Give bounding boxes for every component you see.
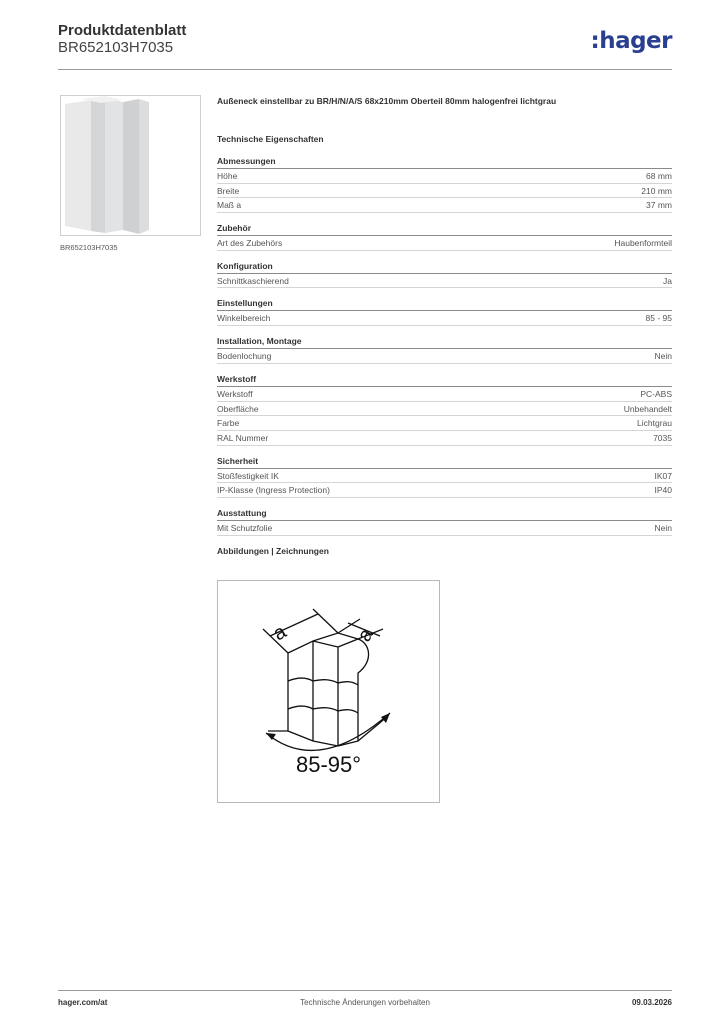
- property-group: [217, 223, 672, 251]
- property-row: [217, 387, 672, 402]
- property-value: Ja: [663, 275, 672, 286]
- group-heading: Sicherheit: [217, 456, 672, 469]
- property-value: PC-ABS: [640, 388, 672, 399]
- property-label: RAL Nummer: [217, 432, 269, 443]
- angle-range-label: 85-95°: [296, 752, 362, 777]
- footer-website-link[interactable]: hager.com/at: [58, 998, 108, 1007]
- property-label: Bodenlochung: [217, 351, 272, 362]
- property-label: Werkstoff: [217, 388, 253, 399]
- dimension-a-left: a: [269, 620, 291, 646]
- thumbnail-caption: BR652103H7035: [60, 243, 118, 252]
- property-label: Höhe: [217, 171, 238, 181]
- property-row: [217, 311, 672, 326]
- property-groups: [217, 156, 672, 536]
- property-value: 68 mm: [646, 171, 672, 181]
- property-group: [217, 298, 672, 326]
- property-label: Art des Zubehörs: [217, 238, 283, 249]
- property-value: 37 mm: [646, 200, 672, 211]
- property-group: [217, 336, 672, 364]
- property-value: 7035: [653, 432, 672, 443]
- property-row: [217, 416, 672, 431]
- property-row: [217, 236, 672, 251]
- property-label: Maß a: [217, 200, 242, 211]
- article-number: BR652103H7035: [58, 39, 174, 56]
- property-row: [217, 483, 672, 498]
- property-value: Nein: [654, 351, 672, 362]
- property-group: [217, 374, 672, 446]
- hager-logo: :hager: [590, 28, 672, 54]
- property-row: [217, 184, 672, 199]
- product-thumbnail: [60, 95, 201, 236]
- dimension-a-right: a: [353, 624, 378, 646]
- property-value: Nein: [654, 522, 672, 533]
- properties-section: [217, 96, 672, 560]
- property-row: [217, 402, 672, 417]
- property-row: [217, 431, 672, 446]
- property-label: Stoßfestigkeit IK: [217, 470, 279, 481]
- property-group: [217, 261, 672, 289]
- page-header: [58, 22, 672, 70]
- property-row: [217, 521, 672, 536]
- property-value: Unbehandelt: [623, 403, 672, 414]
- tech-heading: Technische Eigenschaften: [217, 134, 324, 144]
- property-group: [217, 456, 672, 498]
- document-title: Produktdatenblatt: [58, 22, 187, 39]
- property-row: [217, 469, 672, 484]
- drawings-heading: Abbildungen | Zeichnungen: [217, 545, 329, 556]
- property-label: Schnittkaschierend: [217, 275, 289, 286]
- group-heading: Installation, Montage: [217, 336, 672, 349]
- property-row: [217, 274, 672, 289]
- product-photo-icon: [61, 96, 200, 235]
- property-value: IK07: [654, 470, 672, 481]
- property-value: Lichtgrau: [637, 418, 672, 429]
- property-label: Oberfläche: [217, 403, 259, 414]
- group-heading: Konfiguration: [217, 261, 672, 274]
- property-row: [217, 349, 672, 364]
- page-footer: [58, 990, 672, 1014]
- property-group: [217, 508, 672, 536]
- property-row: [217, 169, 672, 184]
- property-value: Haubenformteil: [614, 238, 672, 249]
- property-label: Mit Schutzfolie: [217, 522, 273, 533]
- technical-drawing: [217, 580, 440, 803]
- property-label: Breite: [217, 185, 240, 196]
- property-group: [217, 156, 672, 213]
- group-heading: Abmessungen: [217, 156, 672, 169]
- property-label: Farbe: [217, 418, 240, 429]
- property-label: Winkelbereich: [217, 313, 271, 324]
- property-value: IP40: [654, 485, 672, 496]
- property-label: IP-Klasse (Ingress Protection): [217, 485, 330, 496]
- property-row: [217, 198, 672, 213]
- property-value: 85 - 95: [645, 313, 672, 324]
- group-heading: Ausstattung: [217, 508, 672, 521]
- footer-date: 09.03.2026: [631, 998, 672, 1007]
- group-heading: Zubehör: [217, 223, 672, 236]
- product-title: Außeneck einstellbar zu BR/H/N/A/S 68x210mm Oberteil 80mm halogenfrei lichtgrau: [217, 96, 557, 106]
- footer-note: Technische Änderungen vorbehalten: [300, 998, 430, 1007]
- group-heading: Einstellungen: [217, 298, 672, 311]
- group-heading: Werkstoff: [217, 374, 672, 387]
- property-value: 210 mm: [641, 185, 672, 196]
